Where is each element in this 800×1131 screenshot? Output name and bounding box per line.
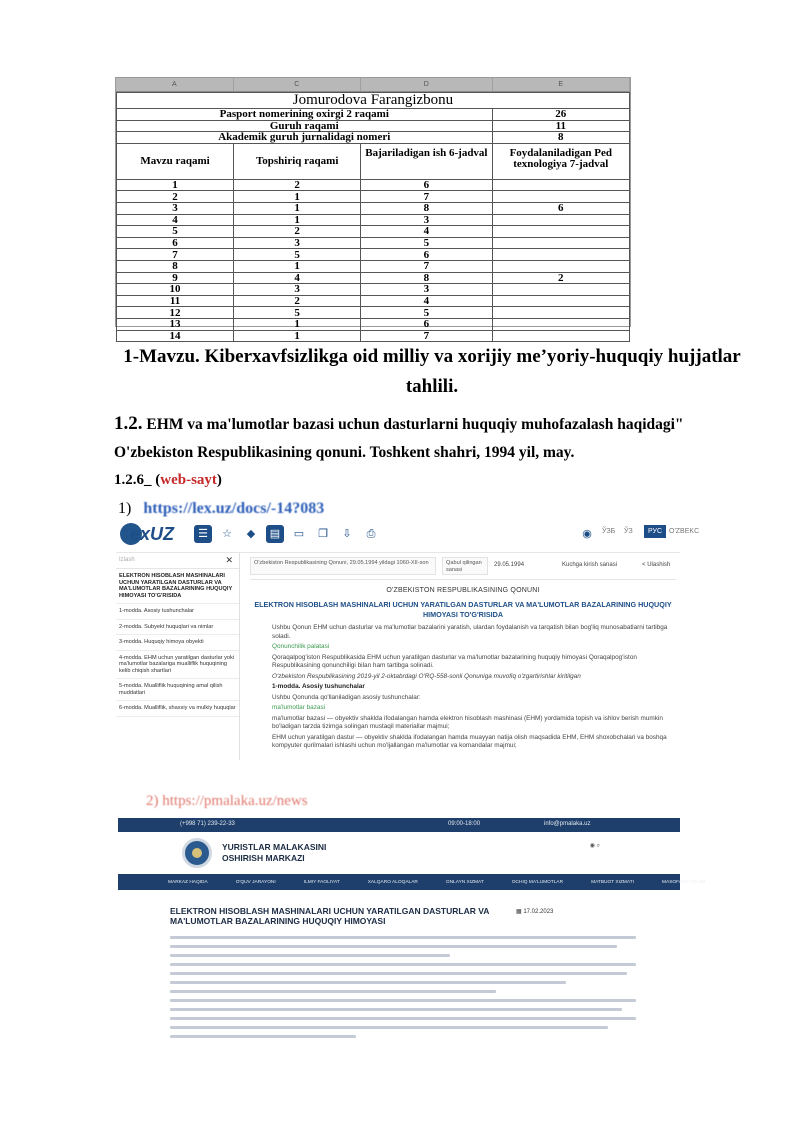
table-cell: 2 [234,179,361,191]
table-cell: 8 [117,260,234,272]
table-cell: 14 [117,330,234,342]
table-row [117,202,630,214]
table-cell: 4 [361,295,492,307]
phone-text: (+998 71) 239-22-33 [180,821,235,827]
search-icon[interactable]: ⌕ [596,843,600,849]
main-nav [118,874,706,890]
lex-logo[interactable] [120,523,184,545]
menu-icon[interactable]: ☰ [194,525,212,543]
table-cell [492,214,629,226]
tag-icon[interactable]: ◆ [246,528,256,540]
table-cell: 5 [234,249,361,261]
sidebar-item[interactable]: ELEKTRON HISOBLASH MASHINALARI UCHUN YARATILGAN DASTURLAR VA MA'LUMOTLAR BAZALARINING HUQUQIY HIMOYASI TO'G'RISIDA [116,569,239,604]
share-icon: < [642,562,646,568]
table-row [117,179,630,191]
col-letter: C [234,78,362,91]
table-row [117,330,630,342]
lex-main [246,553,680,760]
doc-header: O'ZBEKISTON RESPUBLIKASINING QONUNI [386,587,540,594]
sub-suffix: ) [216,472,222,488]
table-cell: 2 [492,272,629,284]
table-cell: 3 [234,284,361,296]
table-cell: 3 [361,284,492,296]
nav-item[interactable]: MATBUOT XIZMATI [591,879,634,885]
table-cell [492,179,629,191]
table-cell [492,249,629,261]
table-cell: 4 [117,214,234,226]
info-value: 11 [492,120,629,132]
table-cell: 5 [361,237,492,249]
eye-icon[interactable]: ◉ [589,843,595,849]
pmalaka-screenshot [118,818,706,1043]
table-cell: 1 [234,260,361,272]
table-row [117,249,630,261]
sidebar-item[interactable]: 5-modda. Mualliflik huquqining amal qilish muddatlari [116,679,239,701]
table-cell: 1 [234,202,361,214]
table-row [117,272,630,284]
table-cell: 5 [117,226,234,238]
site-name[interactable] [222,842,326,864]
nav-item[interactable]: OCHIQ MA'LUMOTLAR [511,879,564,885]
table-cell: 1 [234,318,361,330]
table-cell [492,191,629,203]
table-row [117,284,630,296]
doc-meta-entry: Kuchga kirish sanasi [562,562,618,568]
hours-text: 09:00-18:00 [448,821,481,827]
section-number: 1.2. [114,413,143,434]
spreadsheet-image [115,77,631,342]
table-cell: 3 [234,237,361,249]
table-row [117,237,630,249]
table-row [117,295,630,307]
eye-icon[interactable]: ◉ [582,528,592,540]
star-icon[interactable]: ☆ [222,528,232,540]
email-text: info@pmalaka.uz [544,821,591,827]
info-value: 26 [492,109,629,121]
top-contact-bar [118,818,680,832]
column-letters [116,78,630,92]
table-cell: 9 [117,272,234,284]
topic-heading: 1-Mavzu. Kiberxavfsizlikga oid milliy va xorijiy me’yoriy-huquqiy hujjatlar tahlili. [123,346,741,397]
table-cell: 2 [234,295,361,307]
section-line1 [114,413,684,435]
table-cell: 6 [361,318,492,330]
table-cell: 10 [117,284,234,296]
table-cell: 4 [361,226,492,238]
print-icon[interactable]: ⎙ [366,528,376,540]
table-cell: 1 [234,330,361,342]
lex-uz-screenshot [116,517,700,760]
column-header: Topshiriq raqami [234,143,361,179]
document-icon[interactable]: ▤ [266,525,284,543]
table-cell: 11 [117,295,234,307]
doc-amendment: O'zbekiston Respublikasining 2019-yil 2-oktabrdagi O'RQ-558-sonli Qonuniga muvofiq o'zgartirishlar kiritilgan [272,672,581,680]
search-placeholder: Izlash [119,557,135,563]
nav-item[interactable]: ILMIY FAOLIYAT [303,879,340,885]
table-row [117,191,630,203]
table-cell: 13 [117,318,234,330]
sidebar-item[interactable]: 6-modda. Mualliflik, shaxsiy va mulkiy huquqlar [116,701,239,717]
lang-option[interactable]: ЎЗ [624,528,633,535]
table-row [117,307,630,319]
web-site-label: web-sayt [160,472,217,488]
table-cell: 5 [234,307,361,319]
section-title: EHM va ma'lumotlar bazasi uchun dasturlarni huquqiy muhofazalash haqidagi" [146,416,684,433]
lex-document [250,579,676,760]
share-label: Ulashish [647,562,671,568]
table-cell: 8 [361,202,492,214]
sidebar-item[interactable]: 4-modda. EHM uchun yaratilgan dasturlar yoki ma'lumotlar bazalariga mualliflik huquqining kelib chiqish shartlari [116,651,239,680]
table-cell [492,237,629,249]
col-letter: E [493,78,630,91]
table-cell: 6 [117,237,234,249]
table-cell: 7 [361,260,492,272]
info-label: Akademik guruh jurnalidagi nomeri [117,132,493,144]
link2[interactable]: 2) https://pmalaka.uz/news [146,793,308,809]
info-value: 8 [492,132,629,144]
link1-number: 1) [118,500,132,517]
table-cell: 2 [117,191,234,203]
article-title: ELEKTRON HISOBLASH MASHINALARI UCHUN YARATILGAN DASTURLAR VA MA'LUMOTLAR BAZALARINING HUQUQIY HIMOYASI [170,906,490,926]
sidebar-search[interactable] [116,553,239,569]
nav-item[interactable]: MARKAZ HAQIDA [168,879,208,885]
doc-paragraph: Ushbu Qonunda qo'llaniladigan asosiy tushunchalar: [272,693,421,701]
column-header: Mavzu raqami [117,143,234,179]
doc-meta-label: Qabul qilingan sanasi [442,557,488,575]
table-cell: 1 [234,214,361,226]
share-button[interactable] [642,562,670,568]
article-date [516,908,553,915]
emblem-icon[interactable] [182,838,212,868]
lex-sidebar [116,553,240,760]
column-header: Foydalaniladigan Ped texnologiya 7-jadval [492,143,629,179]
table-cell: 7 [117,249,234,261]
table-cell: 8 [361,272,492,284]
calendar-icon: ▦ [516,909,522,915]
lang-option[interactable]: ЎЗБ [602,528,616,535]
calendar-icon[interactable]: ▭ [293,528,305,540]
article-body [170,936,636,1044]
subsection-label [114,472,222,489]
table-cell: 1 [117,179,234,191]
table-cell: 2 [234,226,361,238]
sidebar-item[interactable]: 2-modda. Subyekt huquqlari va nimlar [116,620,239,636]
table-cell: 6 [361,249,492,261]
table-cell: 4 [234,272,361,284]
doc-paragraph: EHM uchun yaratilgan dastur — obyektiv shaklda ifodalangan hamda muayyan natija olish maqsadida EHM, EHM shoxobchalari va boshqa kompyuter qurilmalari ishlashi uchun mo'ljallangan ma'lumotlar va komandalar majmui; [272,733,667,749]
table-row [117,318,630,330]
table-cell: 1 [234,191,361,203]
lang-option[interactable]: O'ZBEKC [669,528,700,535]
table-cell [492,226,629,238]
table-cell [492,260,629,272]
nav-item[interactable]: MASOFAVIY TA'LIM [662,879,706,885]
doc-paragraph: Ushbu Qonun EHM uchun dasturlar va ma'lumotlar bazalarini yaratish, ulardan foydalanish va tarqatish bilan bog'liq munosabatlarni tartibga soladi. [272,624,668,640]
doc-title: ELEKTRON HISOBLASH MASHINALARI UCHUN YARATILGAN DASTURLAR VA MA'LUMOTLAR BAZALARINING HUQUQIY HIMOYASI TO'G'RISIDA [254,600,672,619]
doc-paragraph: ma'lumotlar bazasi — obyektiv shaklda ifodalangan hamda elektron hisoblash mashinasi (EHM) yordamida topish va ishlov berish mumkin bo'ladigan tarzda tizimga solingan mustaqil materiallar majmui; [272,714,663,730]
table-cell [492,284,629,296]
table-cell: 5 [361,307,492,319]
table-body [117,179,630,341]
nav-item[interactable]: ONLAYN XIZMAT [445,879,484,885]
header-tools [590,842,600,850]
nav-item[interactable]: XALQARO ALOQALAR [367,879,418,885]
article-heading: 1-modda. Asosiy tushunchalar [272,683,365,690]
date-text: 17.02.2023 [523,909,554,915]
close-icon[interactable]: ✕ [225,555,233,565]
table-cell [492,330,629,342]
link1-line [118,500,324,518]
col-letter: D [361,78,492,91]
table-cell: 12 [117,307,234,319]
lex-toolbar [116,517,700,553]
doc-note[interactable]: Qonunchilik palatasi [272,643,330,650]
copy-icon[interactable]: ❐ [318,528,328,540]
sub-prefix: 1.2.6_ ( [114,472,161,488]
table-cell [492,318,629,330]
doc-note[interactable]: ma'lumotlar bazasi [272,704,326,711]
table-row [117,214,630,226]
info-label: Guruh raqami [117,120,493,132]
nav-item[interactable]: O'QUV JARAYONI [235,879,276,885]
student-name: Jomurodova Farangizbonu [117,93,630,109]
col-letter: A [116,78,234,91]
logo-text: exUZ [130,524,175,544]
table-cell: 6 [492,202,629,214]
site-header [118,832,680,874]
table-row [117,260,630,272]
table-row [117,226,630,238]
column-header: Bajariladigan ish 6-jadval [361,143,492,179]
table-cell: 7 [361,191,492,203]
sidebar-item[interactable]: 1-modda. Asosiy tushunchalar [116,604,239,620]
lang-option-active[interactable]: РУС [644,525,666,538]
info-label: Pasport nomerining oxirgi 2 raqami [117,109,493,121]
table-cell: 6 [361,179,492,191]
table-cell: 3 [361,214,492,226]
assignment-table [116,92,630,342]
table-cell: 7 [361,330,492,342]
lex-link[interactable]: https://lex.uz/docs/-14?083 [143,500,325,517]
site-name-line: YURISTLAR MALAKASINI [222,842,327,852]
doc-paragraph: Qoraqalpog'iston Respublikasida EHM uchun yaratilgan dasturlar va ma'lumotlar bazalarining huquqiy himoyasi Qoraqalpog'iston Respublikasining qonunchiligi bilan ham tartibga solinadi. [272,653,637,669]
sidebar-item[interactable]: 3-modda. Huquqiy himoya obyekti [116,635,239,651]
site-name-line: OSHIRISH MARKAZI [222,853,305,863]
section-line2: O'zbekiston Respublikasining qonuni. Toshkent shahri, 1994 yil, may. [114,444,575,461]
table-cell [492,307,629,319]
table-cell: 3 [117,202,234,214]
doc-meta-value: 29.05.1994 [494,562,525,568]
download-icon[interactable]: ⇩ [342,528,352,540]
table-cell [492,295,629,307]
doc-meta: O'zbekiston Respublikasining Qonuni, 29.05.1994 yildagi 1060-XII-son [250,557,436,575]
